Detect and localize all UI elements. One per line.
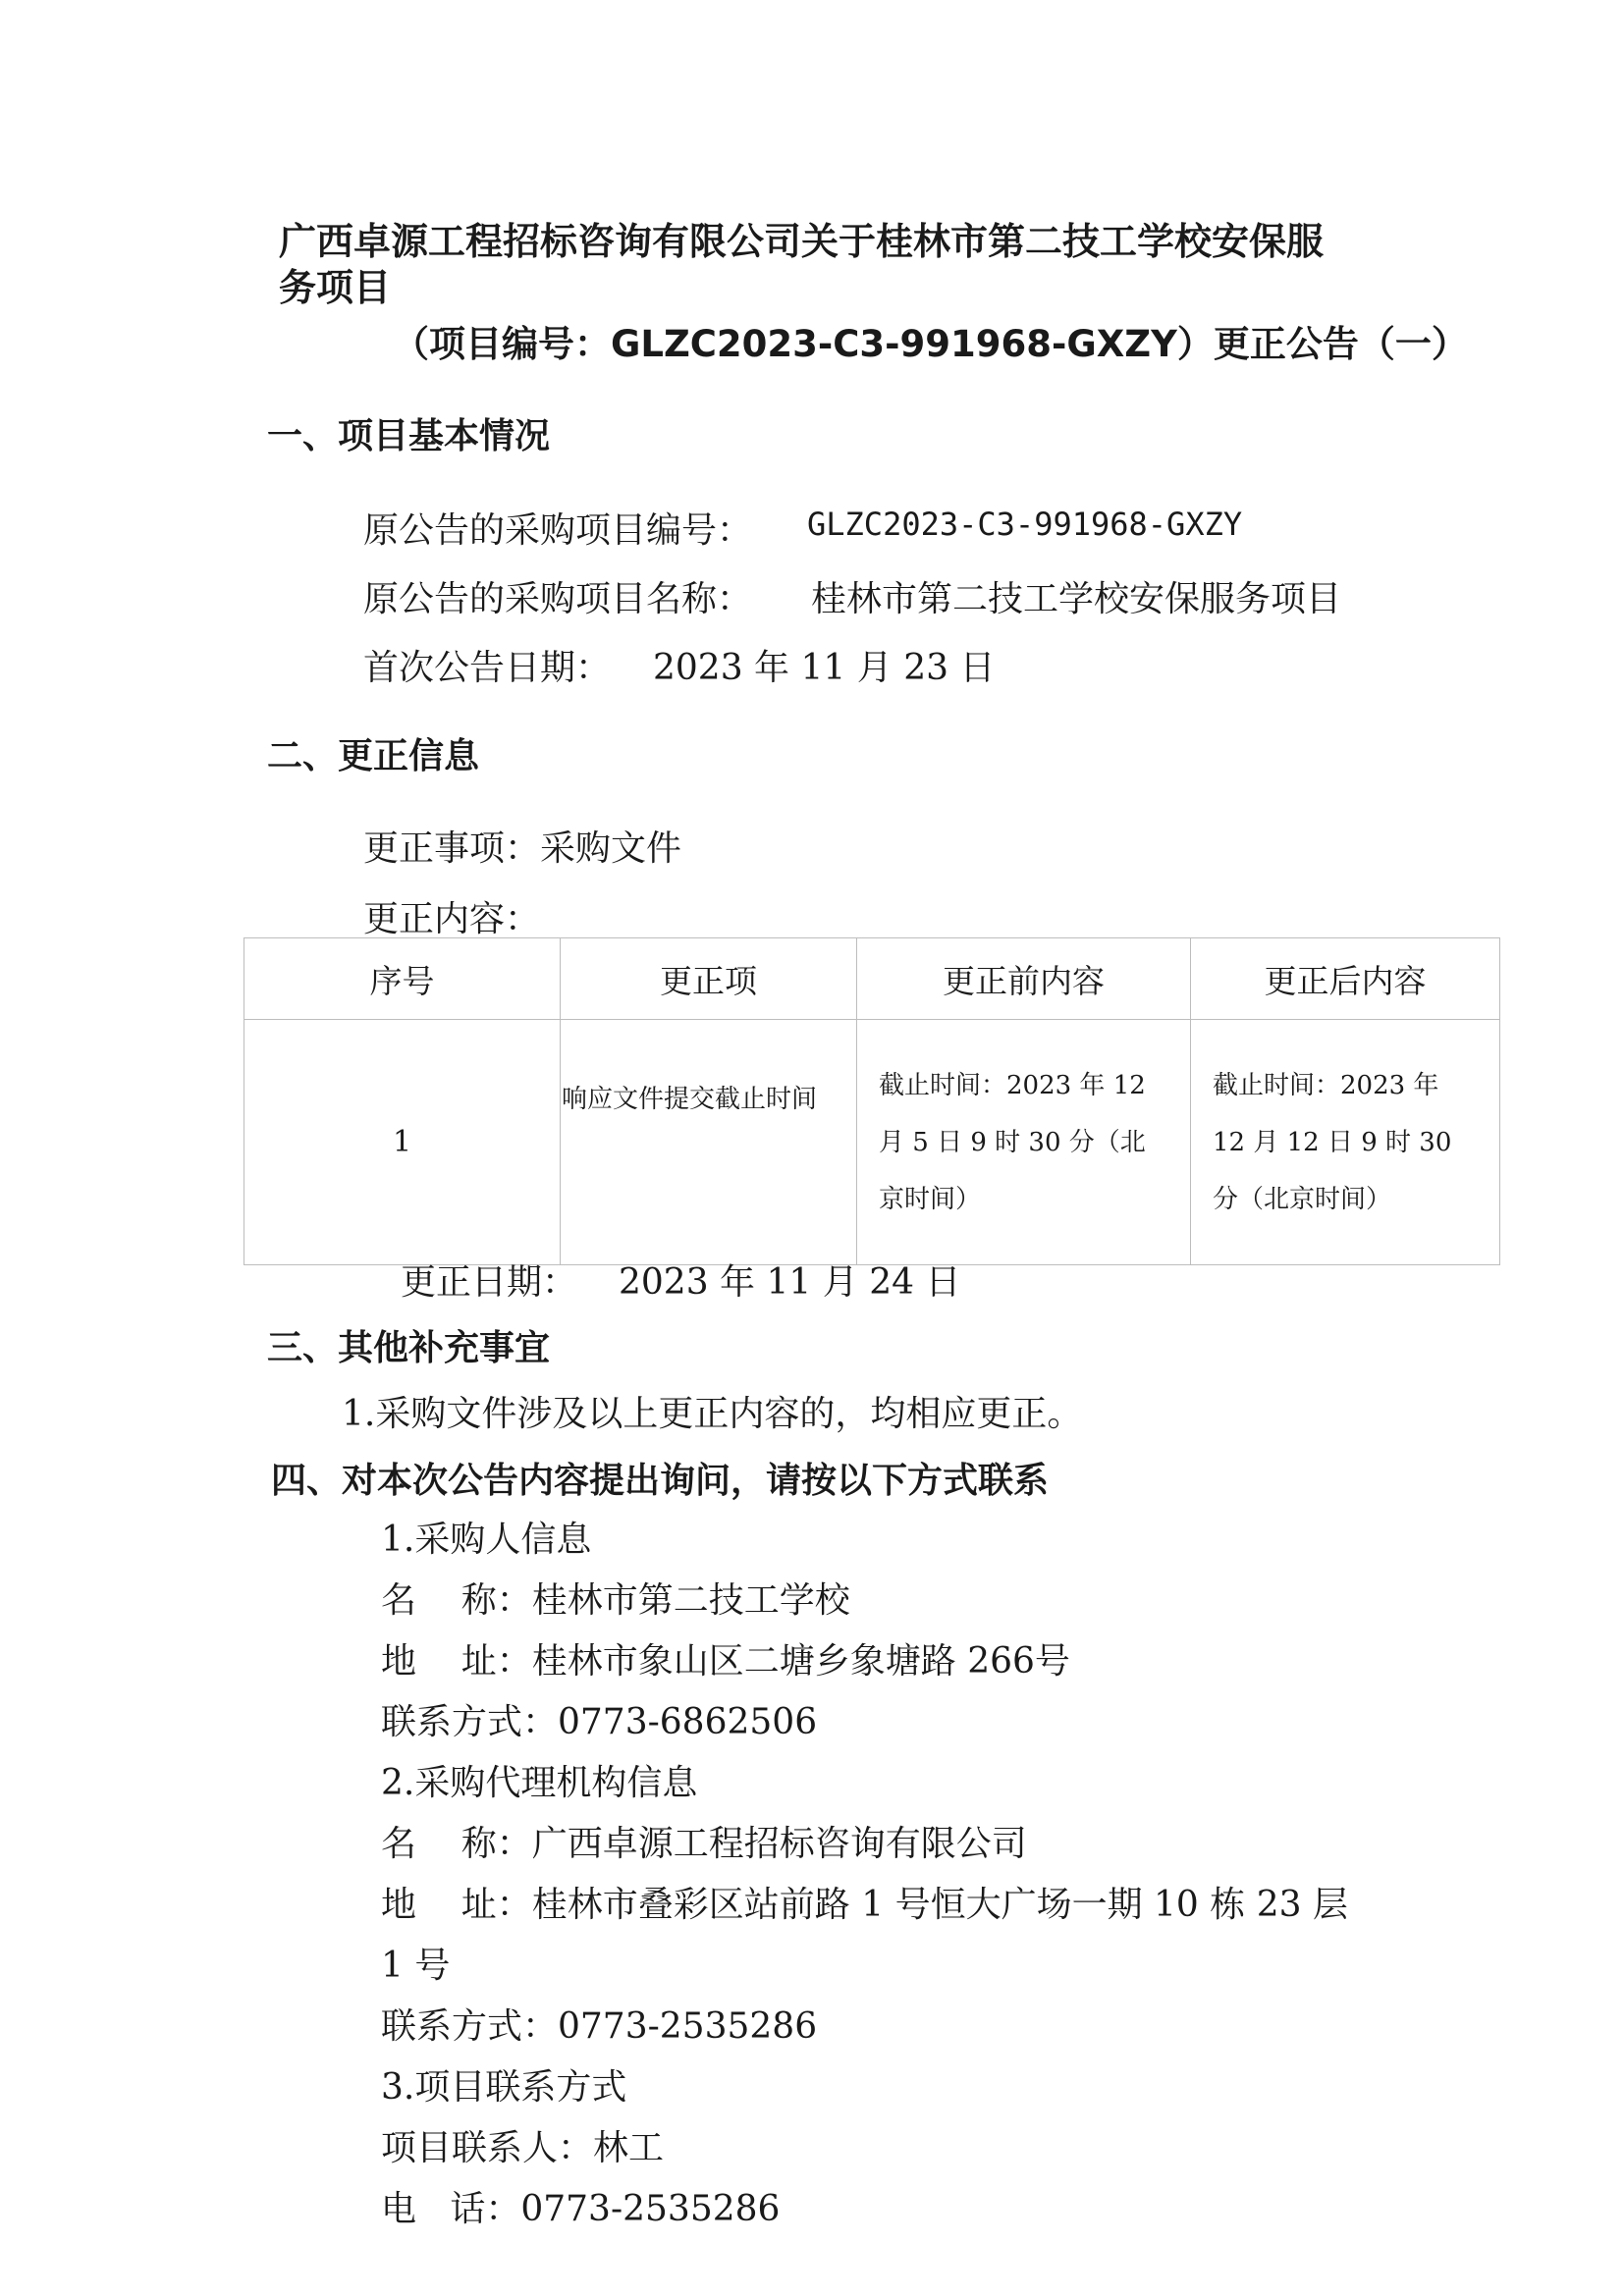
table-row [244, 1020, 1500, 1265]
original-project-name-value: 桂林市第二技工学校安保服务项目 [811, 579, 1342, 619]
agency-name: 名 称：广西卓源工程招标咨询有限公司 [381, 1824, 1027, 1864]
project-contact-phone: 电 话：0773-2535286 [381, 2189, 781, 2229]
amendment-date-value: 2023 年 11 月 24 日 [619, 1262, 961, 1303]
first-announcement-date-label: 首次公告日期： [363, 648, 612, 688]
purchaser-name: 名 称：桂林市第二技工学校 [381, 1580, 850, 1621]
document-subtitle: （项目编号：GLZC2023-C3-991968-GXZY）更正公告（一） [393, 323, 1468, 365]
original-project-number-label: 原公告的采购项目编号： [363, 510, 753, 551]
amendment-date-label: 更正日期： [401, 1262, 578, 1303]
project-contact-person: 项目联系人：林工 [381, 2128, 665, 2168]
section-3-heading: 三、其他补充事宜 [267, 1328, 551, 1368]
supplementary-text: 1.采购文件涉及以上更正内容的，均相应更正。 [342, 1394, 1083, 1434]
agency-address: 地 址：桂林市叠彩区站前路 1 号恒大广场一期 10 栋 23 层 [381, 1885, 1348, 1925]
section-1-heading: 一、项目基本情况 [267, 416, 551, 456]
header-before: 更正前内容 [857, 938, 1191, 1020]
table-header-row [244, 938, 1500, 1020]
document-title-line-2: 务项目 [279, 266, 392, 309]
header-after: 更正后内容 [1191, 938, 1500, 1020]
cell-item: 响应文件提交截止时间 [561, 1020, 857, 1265]
purchaser-info-title: 1.采购人信息 [381, 1520, 592, 1560]
agency-info-title: 2.采购代理机构信息 [381, 1763, 698, 1803]
cell-seq: 1 [244, 1020, 561, 1265]
document-title-line-1: 广西卓源工程招标咨询有限公司关于桂林市第二技工学校安保服 [279, 220, 1325, 263]
cell-before: 截止时间：2023 年 12 月 5 日 9 时 30 分（北京时间） [857, 1020, 1191, 1265]
section-2-heading: 二、更正信息 [267, 736, 480, 776]
header-item: 更正项 [561, 938, 857, 1020]
project-contact-title: 3.项目联系方式 [381, 2067, 627, 2108]
first-announcement-date-value: 2023 年 11 月 23 日 [653, 648, 996, 688]
amendment-item-line: 更正事项：采购文件 [363, 828, 682, 869]
cell-after: 截止时间：2023 年 12 月 12 日 9 时 30 分（北京时间） [1191, 1020, 1500, 1265]
section-4-heading: 四、对本次公告内容提出询问，请按以下方式联系 [271, 1461, 1050, 1501]
original-project-number-value: GLZC2023-C3-991968-GXZY [807, 506, 1243, 543]
amendment-table [244, 937, 1500, 1265]
purchaser-address: 地 址：桂林市象山区二塘乡象塘路 266号 [381, 1641, 1070, 1682]
original-project-name-label: 原公告的采购项目名称： [363, 579, 753, 619]
purchaser-phone: 联系方式：0773-6862506 [381, 1702, 818, 1742]
header-seq: 序号 [244, 938, 561, 1020]
agency-phone: 联系方式：0773-2535286 [381, 2006, 818, 2047]
agency-address-continued: 1 号 [381, 1946, 451, 1986]
amendment-content-label: 更正内容： [363, 899, 541, 939]
